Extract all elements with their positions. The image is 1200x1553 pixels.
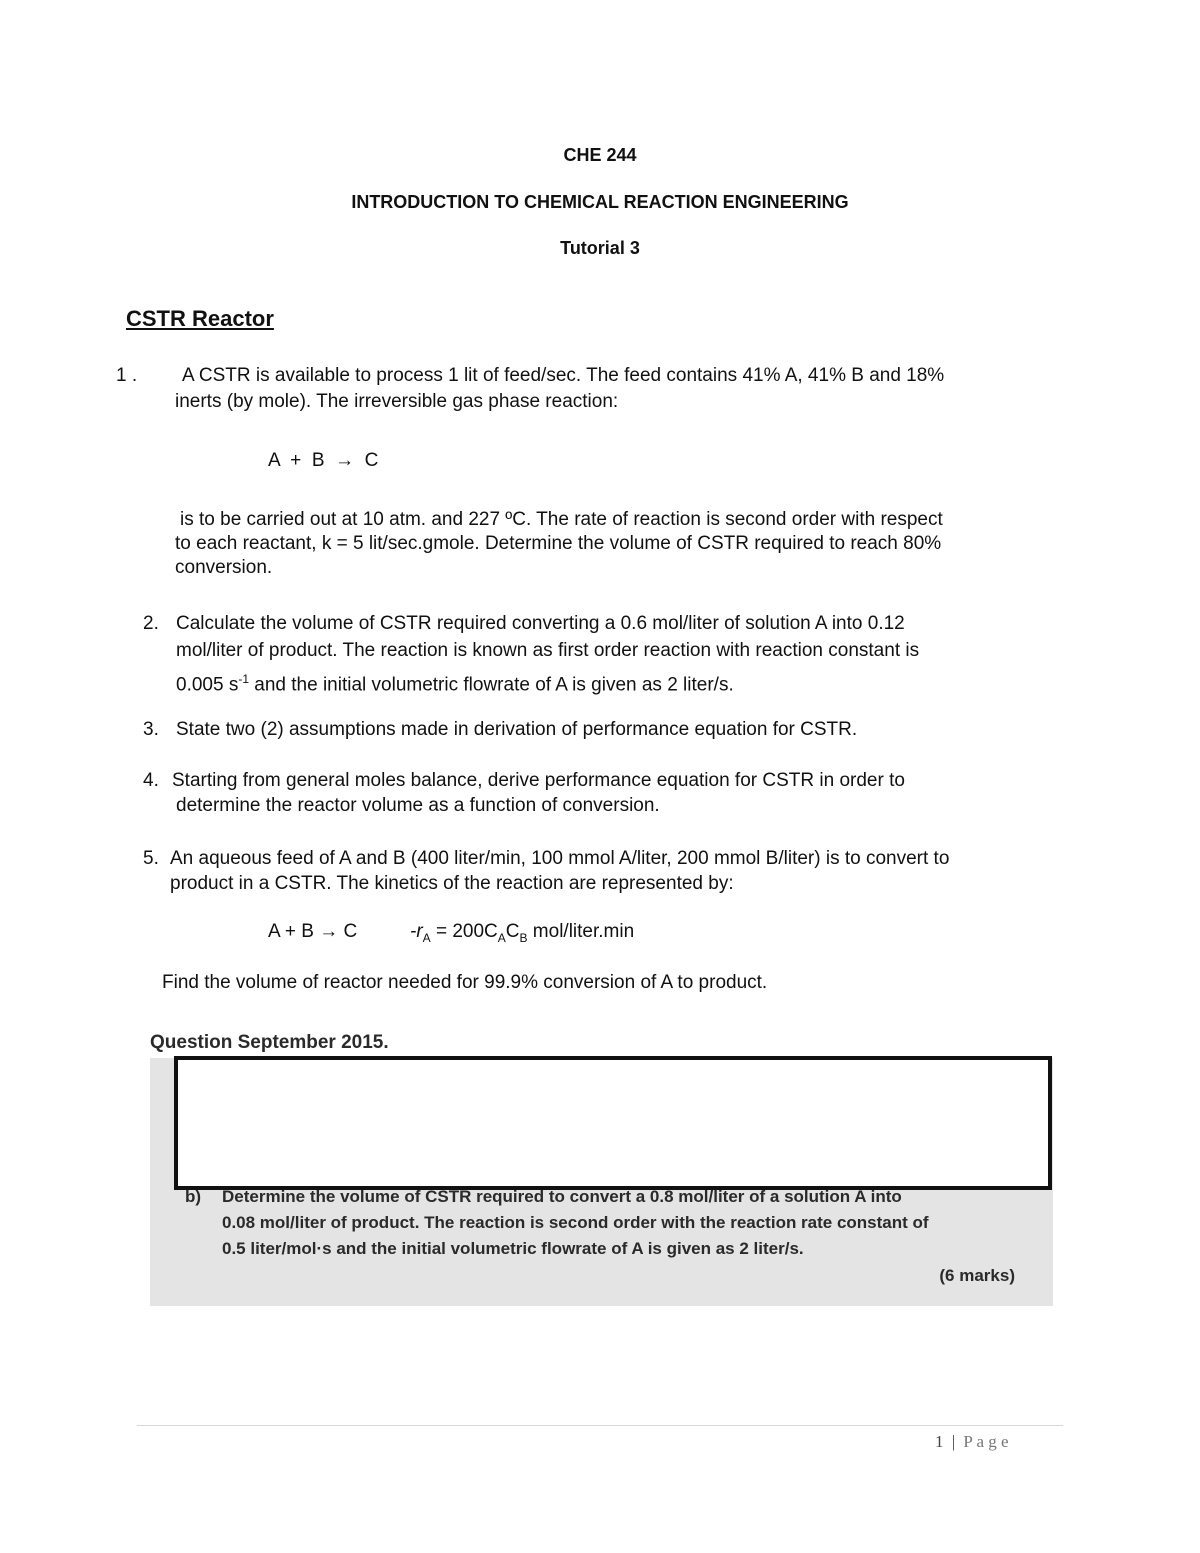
- question-text-fragment: and the initial volumetric flowrate of A is given as 2 liter/s.: [249, 674, 734, 696]
- question-number: 3.: [143, 719, 159, 740]
- tutorial-title: Tutorial 3: [560, 238, 640, 258]
- section-title: CSTR Reactor: [126, 306, 274, 331]
- question-text-line: mol/liter of product. The reaction is known as first order reaction with reaction constant is: [176, 640, 920, 661]
- scan-text-line: Determine the volume of CSTR required to convert a 0.8 mol/liter of a solution A into: [222, 1187, 902, 1206]
- footer-divider: [137, 1425, 1063, 1426]
- question-number: 4.: [143, 770, 159, 791]
- question-text-line: inerts (by mole). The irreversible gas phase reaction:: [175, 391, 619, 412]
- question-text-line: State two (2) assumptions made in derivation of performance equation for CSTR.: [176, 719, 858, 740]
- page-label: P a g e: [963, 1432, 1009, 1451]
- question-text-line: [176, 666, 734, 698]
- question-text-line: An aqueous feed of A and B (400 liter/min, 100 mmol A/liter, 200 mmol B/liter) is to convert to: [170, 848, 950, 869]
- subscript: A: [497, 930, 506, 945]
- question-text-line: determine the reactor volume as a function of conversion.: [176, 795, 660, 816]
- rate-text: C: [505, 921, 520, 942]
- course-title: INTRODUCTION TO CHEMICAL REACTION ENGINEERING: [351, 192, 849, 212]
- question-text-line: Calculate the volume of CSTR required converting a 0.6 mol/liter of solution A into 0.12: [176, 613, 905, 634]
- unit-exponent: -1: [238, 672, 249, 686]
- question-text-line: is to be carried out at 10 atm. and 227 ºC. The rate of reaction is second order with respect: [180, 509, 943, 530]
- subscript: A: [422, 930, 431, 945]
- question-text-line: A CSTR is available to process 1 lit of feed/sec. The feed contains 41% A, 41% B and 18%: [182, 365, 945, 386]
- page-number: 1: [935, 1432, 944, 1451]
- question-text-line: product in a CSTR. The kinetics of the reaction are represented by:: [170, 873, 734, 894]
- question-text-line: conversion.: [175, 557, 273, 578]
- reaction-equation: A + B → C: [268, 450, 379, 471]
- question-text-line: Starting from general moles balance, derive performance equation for CSTR in order to: [172, 770, 905, 791]
- question-text-line: to each reactant, k = 5 lit/sec.gmole. Determine the volume of CSTR required to reach 80%: [175, 533, 942, 554]
- reaction-equation: A + B → C: [268, 921, 358, 942]
- scanned-question-image: [150, 1030, 1055, 1310]
- rate-expression: [410, 921, 634, 945]
- rate-text: = 200C: [430, 921, 498, 942]
- page-footer: [935, 1432, 1009, 1452]
- scan-title: Question September 2015.: [150, 1032, 389, 1053]
- scan-text-line: 0.08 mol/liter of product. The reaction is second order with the reaction rate constant of: [222, 1213, 929, 1232]
- rate-constant-value: 0.005 s: [176, 674, 239, 696]
- scan-text-line: 0.5 liter/mol·s and the initial volumetric flowrate of A is given as 2 liter/s.: [222, 1239, 804, 1258]
- rate-symbol: -r: [410, 921, 423, 942]
- question-number: 1 .: [116, 365, 138, 386]
- question-number: 2.: [143, 613, 159, 634]
- subscript: B: [519, 930, 528, 945]
- question-text-line: Find the volume of reactor needed for 99.9% conversion of A to product.: [162, 972, 768, 993]
- scan-marks: (6 marks): [939, 1266, 1015, 1285]
- question-number: 5.: [143, 848, 159, 869]
- footer-separator: |: [951, 1432, 956, 1451]
- rate-units: mol/liter.min: [527, 921, 635, 942]
- course-code: CHE 244: [563, 145, 637, 165]
- scan-part-label: b): [185, 1187, 202, 1206]
- redacted-box: [174, 1056, 1052, 1190]
